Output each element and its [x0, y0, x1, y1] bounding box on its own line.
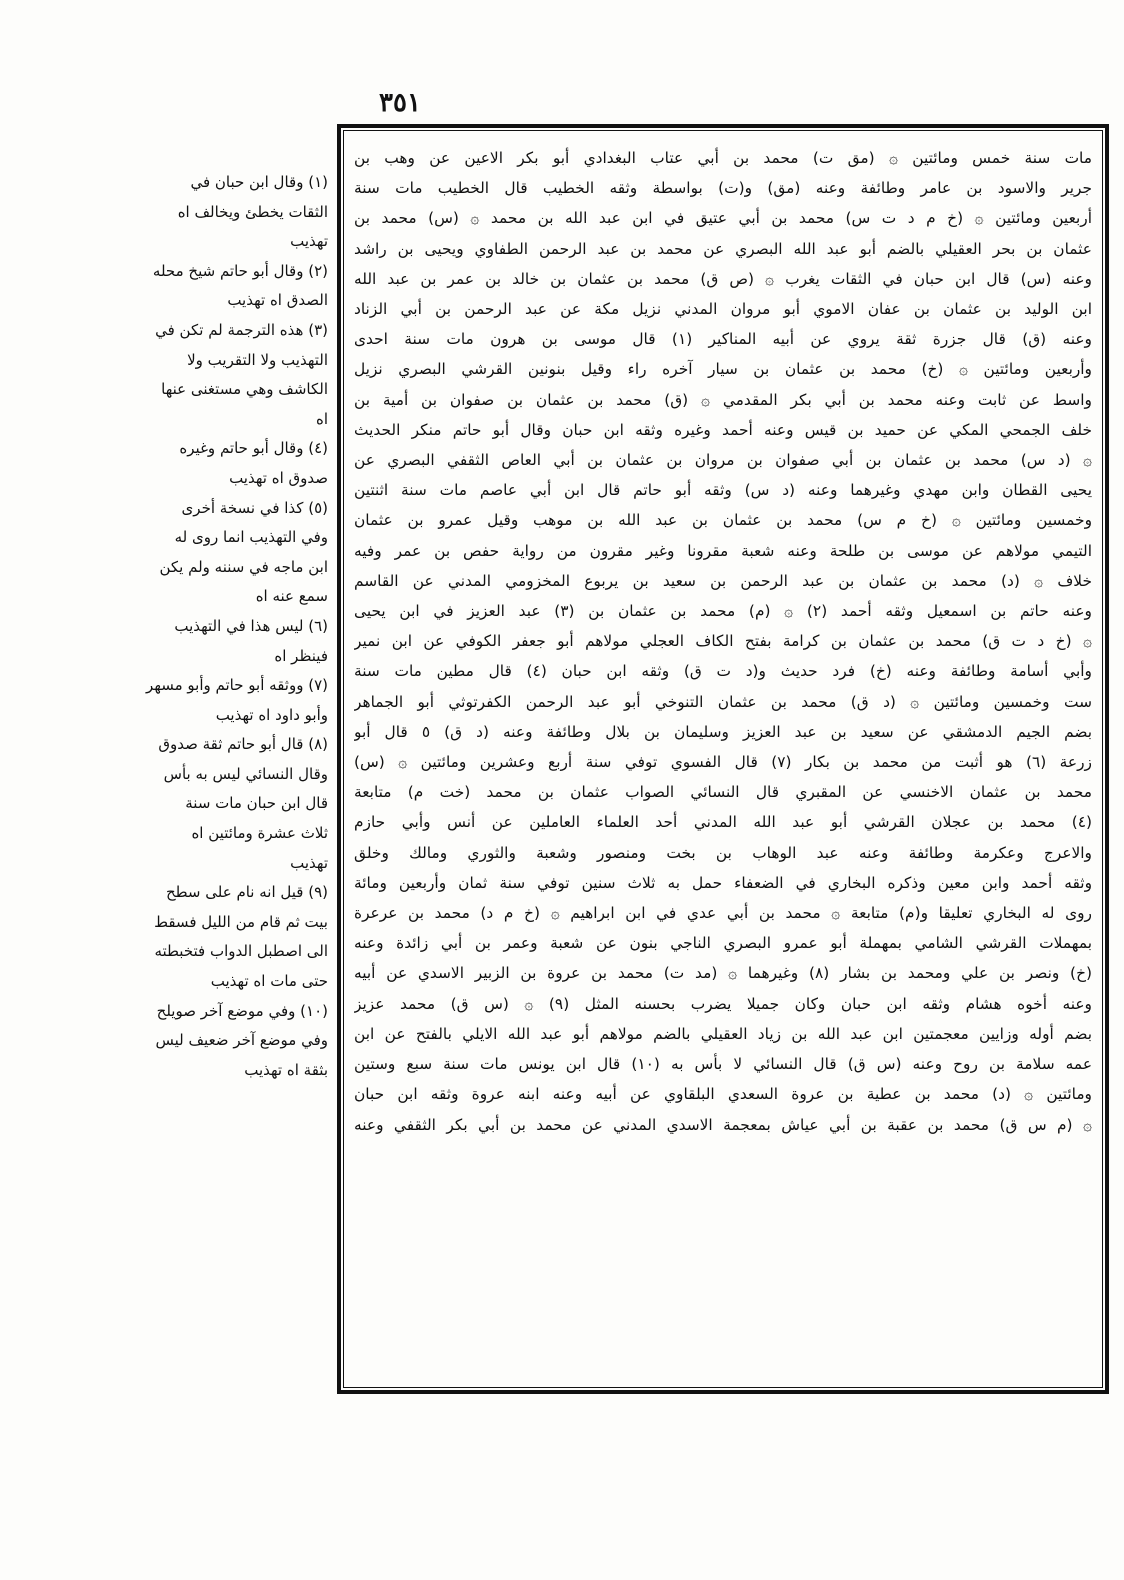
footnote — [128, 730, 328, 878]
footnote — [128, 316, 328, 434]
main-text-line: روى له البخاري تعليقا و(م) متابعة ۞ محمد بن أبي عدي في ابن ابراهيم ۞ (خ م د) محمد بن عرعرة — [354, 904, 1092, 923]
main-text-line: بضم أوله وزايين معجمتين ابن عبد الله بن زياد العقيلي بالضم مولاهم أبو عبد الله الايلي بالفتح عن ابن — [354, 1024, 1092, 1043]
footnote-line: وفي موضع آخر ضعيف ليس — [155, 1031, 328, 1050]
main-text-line: محمد بن عثمان الاخنسي عن المقبري قال النسائي الصواب عثمان بن محمد (خت م) متابعة — [354, 783, 1092, 802]
footnote-line: (٤) وقال أبو حاتم وغيره — [179, 439, 328, 458]
footnote — [128, 997, 328, 1086]
main-text-line: ابن الوليد بن عثمان بن عفان الاموي أبو مروان المدني نزيل مكة عن عبد الرحمن بن أبي الزناد — [354, 300, 1092, 319]
main-text-line: وأربعين ومائتين ۞ (خ) محمد بن عثمان بن سيار آخره راء وقيل بنونين القرشي البصري نزيل — [354, 360, 1092, 379]
footnote-line: تهذيب — [290, 853, 328, 872]
main-text-line: جرير والاسود بن عامر وطائفة وعنه (مق) و(ت) بواسطة وثقه الخطيب قال الخطيب مات سنة — [354, 179, 1092, 198]
footnote-line: صدوق اه تهذيب — [229, 468, 328, 487]
footnote — [128, 494, 328, 612]
main-text-line: يحيى القطان وابن مهدي وغيرهما وعنه (د س) وثقه أبو حاتم قال ابن أبي عاصم مات سنة اثنتين — [354, 481, 1092, 500]
footnote-line: تهذيب — [290, 232, 328, 251]
main-text-body — [354, 143, 1092, 1140]
main-text-line: ست وخمسين ومائتين ۞ (د ق) محمد بن عثمان التنوخي أبو عبد الرحمن الكفرتوثي أبو الجماهر — [354, 692, 1092, 711]
footnote-line: وأبو داود اه تهذيب — [215, 705, 328, 724]
main-text-line: عمه سلامة بن روح وعنه (س ق) قال النسائي لا بأس به (١٠) قال ابن يونس مات سنة سبع وستين — [354, 1055, 1092, 1074]
main-text-line: خلف الجمحي المكي عن حميد بن قيس وعنه أحمد وغيره وثقه ابن حبان وقال أبو حاتم منكر الحديث — [354, 420, 1092, 439]
footnote-line: وفي التهذيب انما روى له — [174, 528, 328, 547]
footnote-line: حتى مات اه تهذيب — [210, 972, 328, 991]
footnote-line: التهذيب ولا التقريب ولا — [187, 350, 328, 369]
main-text-line: أربعين ومائتين ۞ (خ م د ت س) محمد بن أبي عتيق في ابن عبد الله بن محمد ۞ (س) محمد بن — [354, 209, 1092, 228]
main-text-line: وأبي أسامة وطائفة وعنه (خ) فرد حديث و(د ت ق) وثقه ابن حبان (٤) قال مطين مات سنة — [354, 662, 1092, 681]
main-text-line: ۞ (د س) محمد بن عثمان بن أبي صفوان بن مروان بن عثمان بن أبي العاص الثقفي البصري عن — [354, 451, 1092, 470]
footnote-line: (٧) ووثقه أبو حاتم وأبو مسهر — [146, 676, 328, 695]
footnote-line: (٥) كذا في نسخة أخرى — [181, 498, 328, 517]
footnote-line: الكاشف وهي مستغنى عنها — [161, 380, 328, 399]
footnote — [128, 612, 328, 671]
footnote-line: وقال النسائي ليس به بأس — [163, 764, 328, 783]
page-number: ٣٥١ — [379, 88, 421, 118]
footnote — [128, 671, 328, 730]
main-text-line: (خ) ونصر بن علي ومحمد بن بشار (٨) وغيرهما ۞ (مد ت) محمد بن عروة بن الزبير الاسدي عن أبيه — [354, 964, 1092, 983]
main-text-line: بمهملات القرشي الشامي بمهملة أبو عمرو البصري الناجي بنون عن شعبة وعمر بن أبي زائدة وعنه — [354, 934, 1092, 953]
footnote-line: اه — [315, 409, 328, 428]
main-text-line: وعنه حاتم بن اسمعيل وثقه أحمد (٢) ۞ (م) محمد بن عثمان بن (٣) عبد العزيز في ابن يحيى — [354, 602, 1092, 621]
footnote-line: فينظر اه — [274, 646, 328, 665]
margin-footnotes — [128, 168, 328, 1085]
footnote-line: (١) وقال ابن حبان في — [190, 173, 328, 191]
footnote-line: (٩) قيل انه نام على سطح — [165, 883, 328, 902]
main-text-line: وخمسين ومائتين ۞ (خ م س) محمد بن عثمان بن عبد الله بن موهب وقيل عمرو بن عثمان — [354, 511, 1092, 530]
main-text-line: زرعة (٦) هو أثبت من محمد بن بكار (٧) قال الفسوي توفي سنة أربع وعشرين ومائتين ۞ (س) — [354, 753, 1092, 772]
footnote-line: قال ابن حبان مات سنة — [185, 794, 328, 813]
footnote — [128, 878, 328, 996]
main-text-line: عثمان بن بحر العقيلي بالضم أبو عبد الله البصري عن محمد بن عبد الرحمن الطفاوي ويحيى بن راشد — [354, 239, 1092, 258]
footnote-line: بيت ثم قام من الليل فسقط — [154, 912, 328, 931]
main-text-line: ومائتين ۞ (د) محمد بن عطية بن عروة السعدي البلقاوي عن أبيه وعنه ابنه عروة وثقه ابن حبان — [354, 1085, 1092, 1104]
footnote — [128, 257, 328, 316]
main-text-line: ۞ (خ د ت ق) محمد بن عثمان بن كرامة بفتح الكاف العجلي مولاهم أبو جعفر الكوفي عن ابن نمير — [354, 632, 1092, 651]
main-text-line: بضم الجيم الدمشقي عن سعيد بن عبد العزيز وسليمان بن بلال وطائفة وعنه (د ق) ٥ قال أبو — [354, 722, 1092, 741]
main-text-line: مات سنة خمس ومائتين ۞ (مق ت) محمد بن أبي عتاب البغدادي أبو بكر الاعين عن وهب بن — [354, 149, 1092, 167]
footnote-line: الى اصطبل الدواب فتخبطته — [154, 942, 328, 961]
footnote-line: بثقة اه تهذيب — [244, 1060, 328, 1079]
main-text-line: وعنه أخوه هشام وثقه ابن حبان وكان جميلا يضرب بحسنه المثل (٩) ۞ (س ق) محمد عزيز — [354, 994, 1092, 1013]
main-text-line: خلاف ۞ (د) محمد بن عثمان بن عبد الرحمن بن سعيد بن يربوع المخزومي المدني عن القاسم — [354, 571, 1092, 590]
footnote-line: ابن ماجه في سننه ولم يكن — [159, 557, 328, 576]
footnote — [128, 168, 328, 257]
footnote-line: (٣) هذه الترجمة لم تكن في — [155, 320, 328, 339]
main-text-line: ۞ (م س ق) محمد بن عقبة بن أبي عياش بمعجمة الاسدي المدني عن محمد بن أبي بكر الثقفي وعنه — [354, 1115, 1092, 1134]
footnote-line: (٨) قال أبو حاتم ثقة صدوق — [158, 735, 328, 754]
main-text-line: واسط عن ثابت وعنه محمد بن أبي بكر المقدمي ۞ (ق) محمد بن عثمان بن صفوان بن أمية بن — [354, 390, 1092, 409]
footnote-line: سمع عنه اه — [255, 587, 328, 606]
main-text-line: والاعرج وعكرمة وطائفة وعنه عبد الوهاب بن بخت ومنصور وشعبة والثوري ومالك وخلق — [354, 843, 1092, 862]
text-frame — [343, 130, 1103, 1388]
main-text-line: وعنه (ق) قال جزرة ثقة يروي عن أبيه المناكير (١) قال موسى بن هرون مات سنة احدى — [354, 330, 1092, 349]
footnote-line: (١٠) وفي موضع آخر صويلح — [156, 1001, 328, 1020]
footnote-line: ثلاث عشرة ومائتين اه — [191, 824, 328, 843]
footnote — [128, 434, 328, 493]
footnote-line: الصدق اه تهذيب — [227, 291, 328, 310]
main-text-line: التيمي مولاهم عن موسى بن طلحة وعنه شعبة مقرونا وغير مقرون من رواية حفص بن عمر وفيه — [354, 541, 1092, 560]
main-text-line: وثقه أحمد وابن معين وذكره البخاري في الضعفاء حمل به ثلاث سنين توفي سنة ثمان وأربعين ومائة — [354, 873, 1092, 892]
footnote-line: الثقات يخطئ ويخالف اه — [177, 202, 328, 221]
main-text-line: (٤) محمد بن عجلان القرشي أبو عبد الله المدني أحد العلماء العاملين عن أنس وأبي حازم — [354, 813, 1092, 832]
footnote-line: (٢) وقال أبو حاتم شيخ محله — [152, 261, 328, 280]
main-text-line: وعنه (س) قال ابن حبان في الثقات يغرب ۞ (ص ق) محمد بن عثمان بن خالد بن عمر بن عبد الله — [354, 269, 1092, 288]
footnote-line: (٦) ليس هذا في التهذيب — [174, 616, 328, 635]
